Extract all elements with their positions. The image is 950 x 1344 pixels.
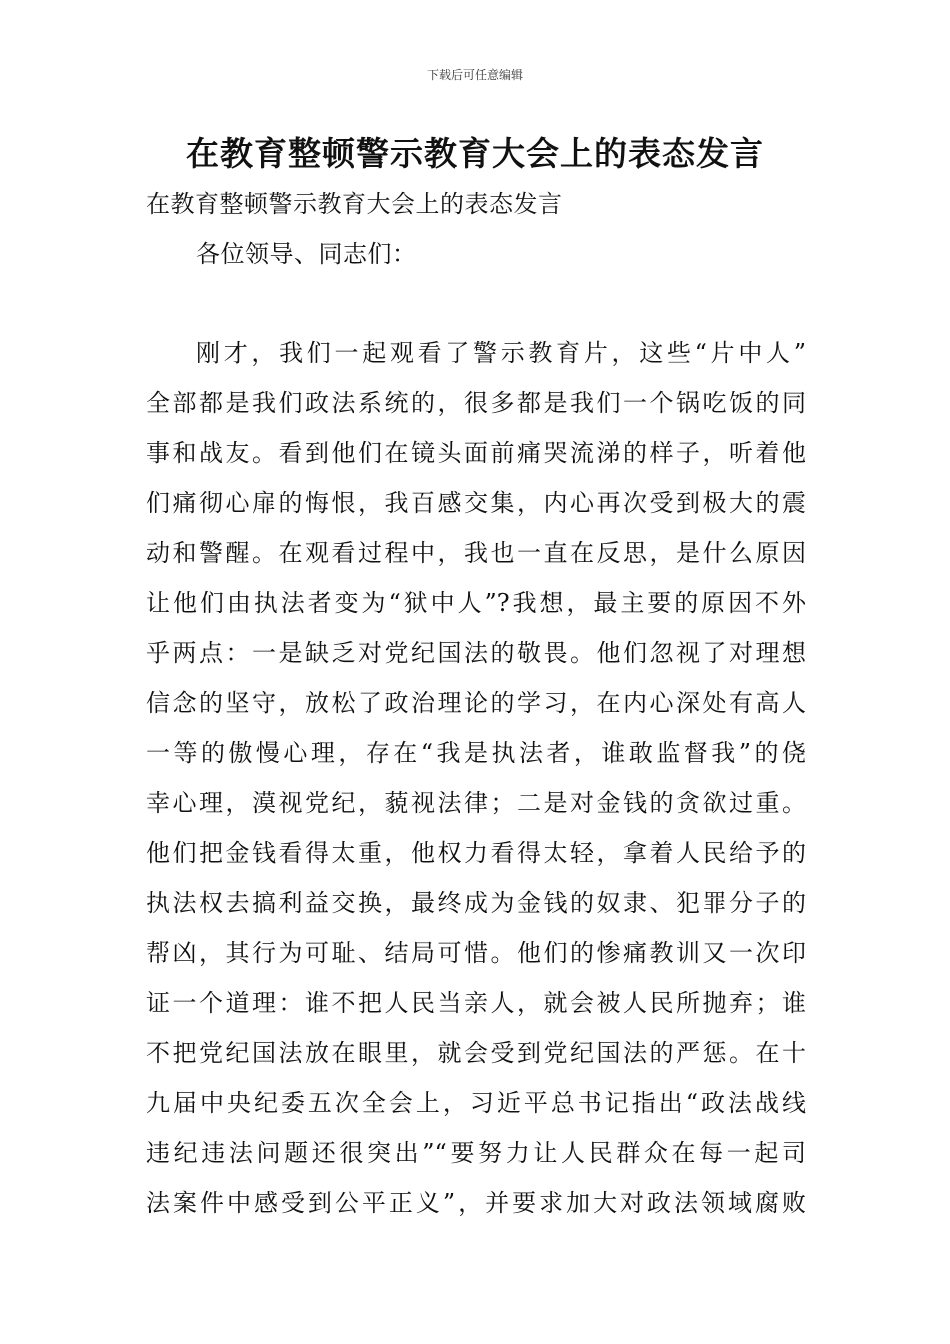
body-line: 九届中央纪委五次全会上，习近平总书记指出“政法战线 [146,1089,806,1117]
body-line: 幸心理，漠视党纪，藐视法律；二是对金钱的贪欲过重。 [146,789,806,817]
body-line: 不把党纪国法放在眼里，就会受到党纪国法的严惩。在十 [146,1039,806,1067]
greeting: 各位领导、同志们： [196,240,417,268]
body-line: 信念的坚守，放松了政治理论的学习，在内心深处有高人 [146,689,806,717]
body-line: 他们把金钱看得太重，他权力看得太轻，拿着人民给予的 [146,839,806,867]
body-line: 动和警醒。在观看过程中，我也一直在反思，是什么原因 [146,539,806,567]
header-note: 下载后可任意编辑 [426,68,523,82]
body-line: 让他们由执法者变为“狱中人”?我想，最主要的原因不外 [146,589,806,617]
document-subtitle: 在教育整顿警示教育大会上的表态发言 [146,190,563,218]
body-line: 事和战友。看到他们在镜头面前痛哭流涕的样子，听着他 [146,439,806,467]
body-line: 证一个道理：谁不把人民当亲人，就会被人民所抛弃；谁 [146,989,806,1017]
body-line: 全部都是我们政法系统的，很多都是我们一个锅吃饭的同 [146,389,806,417]
body-paragraph [146,328,806,1228]
document-title: 在教育整顿警示教育大会上的表态发言 [186,134,764,173]
body-line: 法案件中感受到公平正义”，并要求加大对政法领域腐败 [146,1189,806,1217]
body-line: 乎两点：一是缺乏对党纪国法的敬畏。他们忽视了对理想 [146,639,806,667]
body-line: 帮凶，其行为可耻、结局可惜。他们的惨痛教训又一次印 [146,939,806,967]
body-line: 违纪违法问题还很突出”“要努力让人民群众在每一起司 [146,1139,806,1167]
body-line: 们痛彻心扉的悔恨，我百感交集，内心再次受到极大的震 [146,489,806,517]
body-line: 一等的傲慢心理，存在“我是执法者，谁敢监督我”的侥 [146,739,806,767]
body-line: 刚才，我们一起观看了警示教育片，这些“片中人” [196,339,806,367]
body-line: 执法权去搞利益交换，最终成为金钱的奴隶、犯罪分子的 [146,889,806,917]
